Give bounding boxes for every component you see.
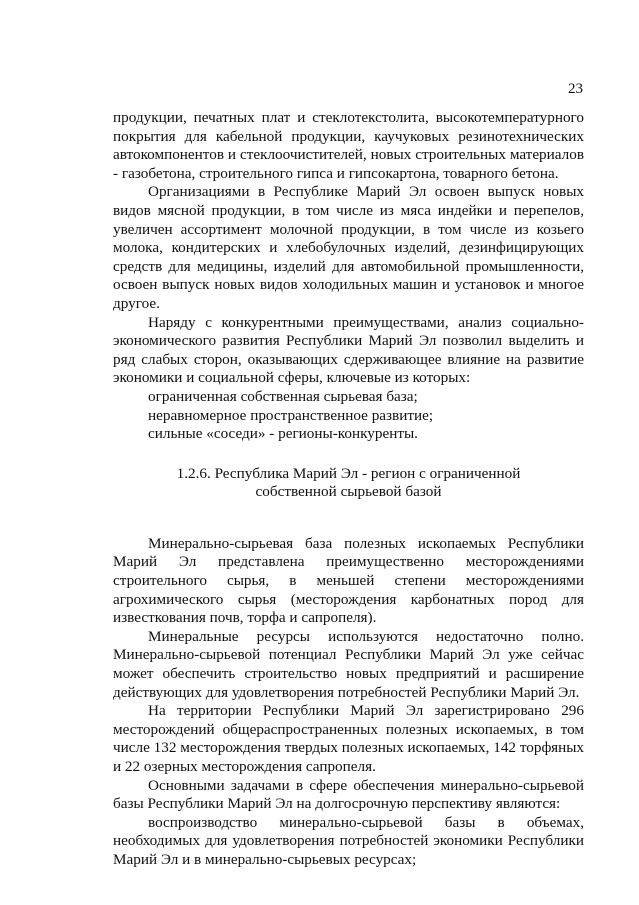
paragraph-continuation: продукции, печатных плат и стеклотекстолита, высокотемпературного покрытия для кабельной продукции, каучуковых резинотехнических автокомпонентов и стеклоочистителей, новых строительных материалов - газобетона, строительного гипса и гипсокартона, товарного бетона. — [113, 109, 584, 182]
paragraph-weaknesses-intro: Наряду с конкурентными преимуществами, анализ социально-экономического развития Республики Марий Эл позволил выделить и ряд слабых сторон, оказывающих сдерживающее влияние на развитие экономики и социальной сферы, ключевые из которых: — [113, 313, 584, 387]
list-item-weakness: сильные «соседи» - регионы-конкуренты. — [148, 425, 418, 443]
section-heading — [113, 465, 584, 502]
list-item-weakness: неравномерное пространственное развитие; — [148, 406, 434, 424]
paragraph-main-tasks: Основными задачами в сфере обеспечения минерально-сырьевой базы Республики Марий Эл на долгосрочную перспективу являются: — [113, 776, 584, 813]
paragraph-deposits-count: На территории Республики Марий Эл зарегистрировано 296 месторождений общераспространенных полезных ископаемых, в том числе 132 месторождения твердых полезных ископаемых, 142 торфяных и 22 озерных месторождения сапропеля. — [113, 702, 584, 775]
page-number: 23 — [568, 81, 583, 97]
section-heading-line: собственной сырьевой базой — [255, 483, 442, 501]
paragraph-new-products: Организациями в Республике Марий Эл освоен выпуск новых видов мясной продукции, в том числе из мяса индейки и перепелов, увеличен ассортимент молочной продукции, в том числе из козьего молока, кондитерских и хлебобулочных изделий, дезинфицирующих средств для медицины, изделий для автомобильной промышленности, освоен выпуск новых видов холодильных машин и установок и многое другое. — [113, 183, 584, 312]
section-heading-line: 1.2.6. Республика Марий Эл - регион с ограниченной — [176, 464, 521, 482]
paragraph-mineral-base: Минерально-сырьевая база полезных ископаемых Республики Марий Эл представлена преимущественно месторождениями строительного сырья, в меньшей степени месторождениями агрохимического сырья (месторождения карбонатных пород для известкования почв, торфа и сапропеля). — [113, 534, 584, 627]
list-item-weakness: ограниченная собственная сырьевая база; — [148, 387, 418, 405]
paragraph-task-reproduction: воспроизводство минерально-сырьевой базы в объемах, необходимых для удовлетворения потребностей экономики Республики Марий Эл и в минерально-сырьевых ресурсах; — [113, 813, 584, 868]
document-body — [113, 109, 584, 870]
paragraph-mineral-resources: Минеральные ресурсы используются недостаточно полно. Минерально-сырьевой потенциал Республики Марий Эл уже сейчас может обеспечить строительство новых предприятий и расширение действующих для удовлетворения потребностей Республики Марий Эл. — [113, 627, 584, 701]
